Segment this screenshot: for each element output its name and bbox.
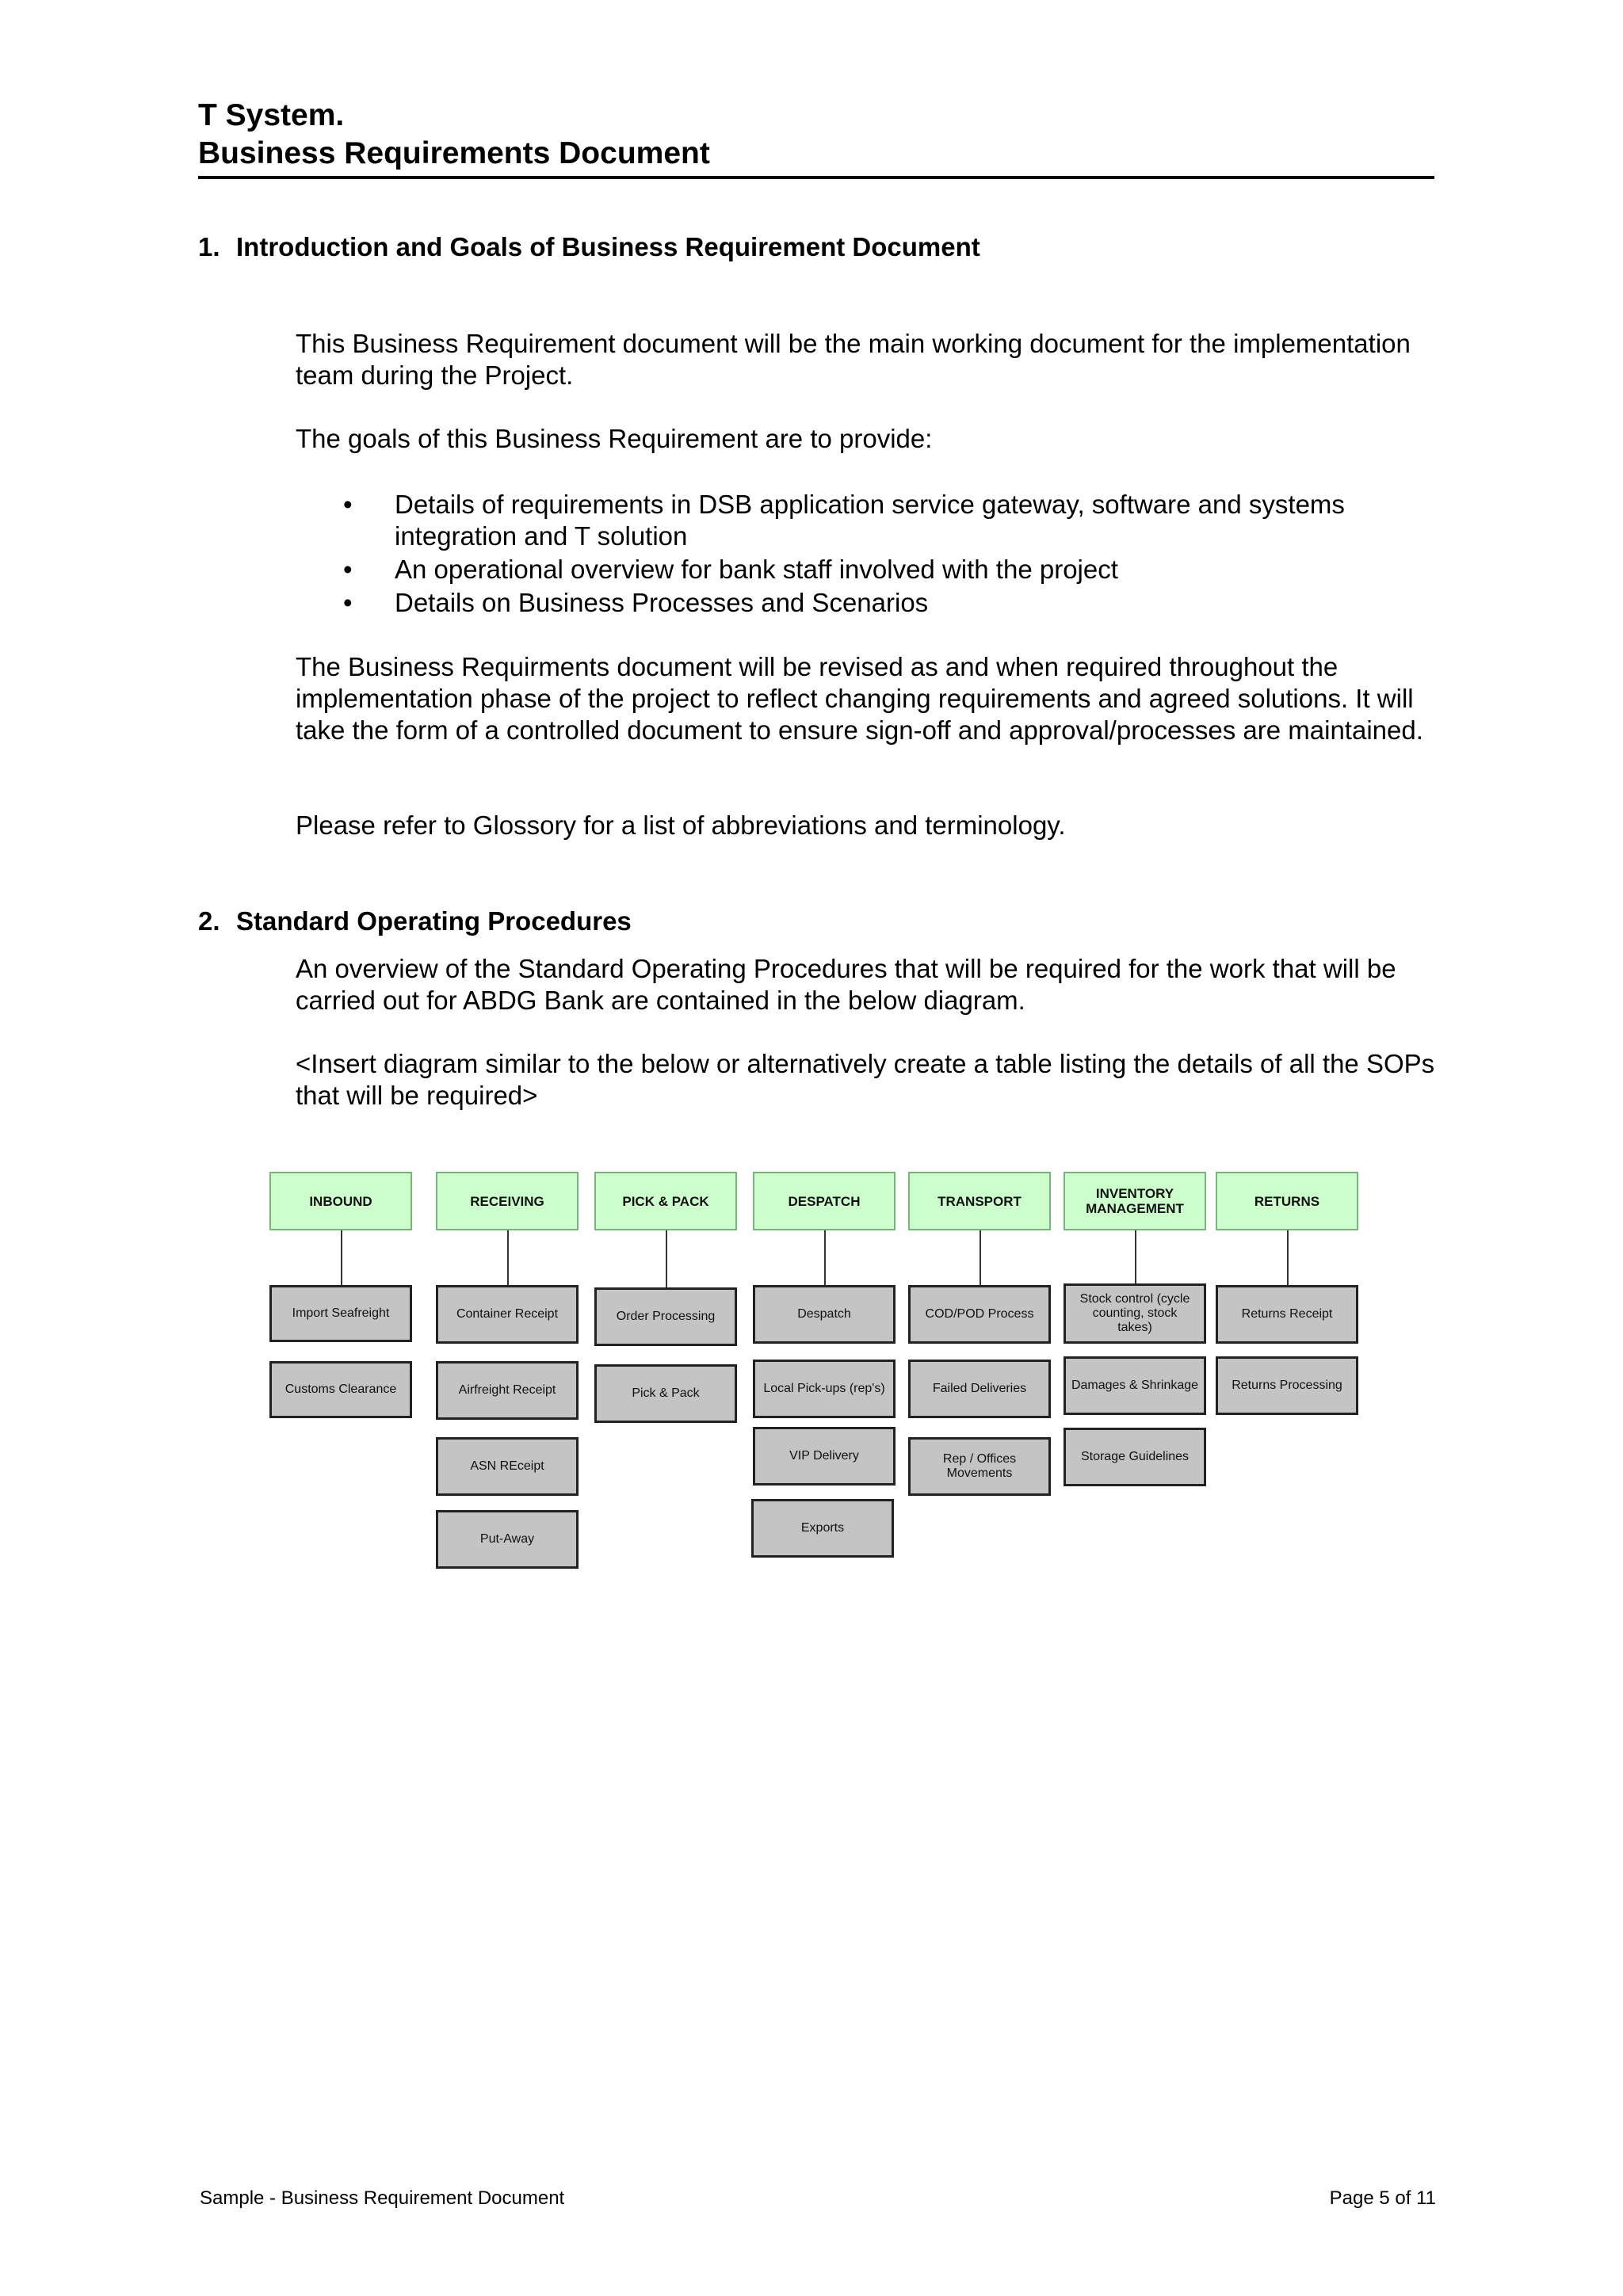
section-1-heading: [198, 231, 980, 263]
section-2-para-1-text: An overview of the Standard Operating Procedures that will be required for the work that will be carried out for ABDG Bank are contained in the below diagram.: [296, 954, 1396, 1015]
list-item-text: Details of requirements in DSB application service gateway, software and systems integration and T solution: [395, 490, 1345, 551]
sop-item: Rep / Offices Movements: [908, 1437, 1051, 1496]
sop-item: Airfreight Receipt: [436, 1361, 579, 1420]
connector-line: [1287, 1230, 1289, 1286]
bullet-icon: •: [343, 555, 353, 584]
section-2-number: 2.: [198, 906, 220, 936]
category-transport: TRANSPORT: [908, 1172, 1051, 1230]
header-line-2: Business Requirements Document: [198, 136, 710, 170]
goals-list: [296, 489, 1437, 619]
section-1-para-4: [296, 810, 1437, 841]
header-line-1: T System.: [198, 98, 345, 132]
category-despatch: DESPATCH: [753, 1172, 896, 1230]
category-pick-pack: PICK & PACK: [594, 1172, 737, 1230]
section-1-para-2-text: The goals of this Business Requirement are to provide:: [296, 424, 933, 453]
connector-line: [1135, 1230, 1136, 1283]
section-1-para-1: [296, 328, 1437, 391]
list-item-text: Details on Business Processes and Scenarios: [395, 588, 929, 617]
list-item-text: An operational overview for bank staff involved with the project: [395, 555, 1118, 584]
sop-item: Import Seafreight: [269, 1285, 412, 1342]
sop-item: Pick & Pack: [594, 1364, 737, 1423]
category-receiving: RECEIVING: [436, 1172, 579, 1230]
sop-item: COD/POD Process: [908, 1285, 1051, 1344]
sop-item: Failed Deliveries: [908, 1360, 1051, 1418]
connector-line: [666, 1230, 667, 1287]
list-item: [296, 489, 1437, 552]
footer-page-number: Page 5 of 11: [1329, 2187, 1436, 2209]
sop-item: Returns Receipt: [1216, 1285, 1358, 1344]
sop-item: Put-Away: [436, 1510, 579, 1569]
category-inbound: INBOUND: [269, 1172, 412, 1230]
list-item: [296, 554, 1437, 585]
sop-item: Customs Clearance: [269, 1361, 412, 1418]
section-1-para-4-text: Please refer to Glossory for a list of abbreviations and terminology.: [296, 810, 1066, 840]
category-returns: RETURNS: [1216, 1172, 1358, 1230]
section-2-title: Standard Operating Procedures: [236, 906, 632, 936]
sop-item: Exports: [751, 1499, 894, 1558]
section-1-para-3-text: The Business Requirments document will be revised as and when required throughout the implementation phase of the project to reflect changing requirements and agreed solutions. It will take the form of a controlled document to ensure sign-off and approval/processes are maintained.: [296, 652, 1423, 745]
section-1-title: Introduction and Goals of Business Requirement Document: [236, 232, 980, 261]
bullet-icon: •: [343, 490, 353, 519]
page-header: [198, 97, 1434, 179]
sop-item: Order Processing: [594, 1287, 737, 1346]
connector-line: [980, 1230, 981, 1286]
connector-line: [824, 1230, 826, 1286]
bullet-icon: •: [343, 588, 353, 617]
connector-line: [507, 1230, 509, 1286]
sop-item: Storage Guidelines: [1064, 1428, 1206, 1486]
section-2-para-1: [296, 953, 1437, 1016]
section-1-para-3: [296, 651, 1437, 746]
section-1-number: 1.: [198, 232, 220, 261]
section-2-para-2: [296, 1048, 1437, 1112]
sop-item: ASN REceipt: [436, 1437, 579, 1496]
sop-item: Container Receipt: [436, 1285, 579, 1344]
sop-item: Stock control (cycle counting, stock takes): [1064, 1283, 1206, 1344]
section-2-heading: [198, 906, 632, 937]
sop-item: Damages & Shrinkage: [1064, 1356, 1206, 1415]
sop-item: Despatch: [753, 1285, 896, 1344]
sop-item: VIP Delivery: [753, 1427, 896, 1486]
section-1-para-2: [296, 423, 1437, 455]
section-1-para-1-text: This Business Requirement document will be the main working document for the implementation team during the Project.: [296, 329, 1411, 390]
connector-line: [341, 1230, 342, 1286]
list-item: [296, 587, 1437, 619]
sop-item: Local Pick-ups (rep's): [753, 1360, 896, 1418]
sop-item: Returns Processing: [1216, 1356, 1358, 1415]
footer-left: Sample - Business Requirement Document: [200, 2187, 565, 2209]
section-2-para-2-text: <Insert diagram similar to the below or alternatively create a table listing the details of all the SOPs that will be required>: [296, 1049, 1435, 1110]
category-inventory-management: INVENTORY MANAGEMENT: [1064, 1172, 1206, 1230]
